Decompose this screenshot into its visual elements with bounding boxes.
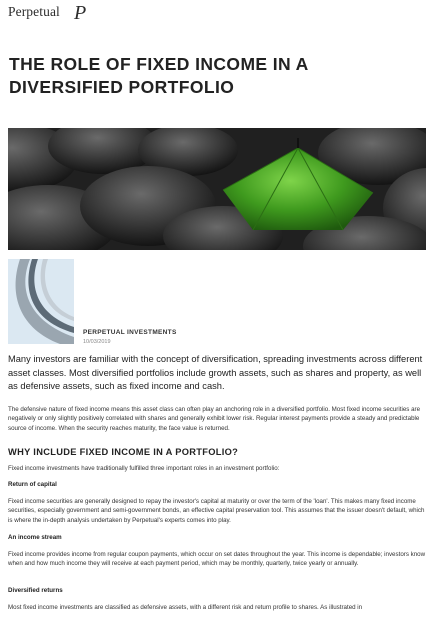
- logo-wordmark: Perpetual: [8, 4, 60, 19]
- role-heading-diversified: Diversified returns: [8, 587, 63, 594]
- role-text-capital: Fixed income securities are generally designed to repay the investor's capital at maturity or over the term of the 'loan'. This makes many fixed income securities, especially government and semi-government bonds, an effective capital preservation tool. This assumes that the issuer doesn't default, which is where the in-depth analysis undertaken by Perpetual's experts comes into play.: [8, 498, 425, 524]
- role-heading-income: An income stream: [8, 534, 62, 541]
- section-heading: WHY INCLUDE FIXED INCOME IN A PORTFOLIO?: [8, 447, 239, 457]
- perpetual-logo: [8, 3, 108, 25]
- article-byline: PERPETUAL INVESTMENTS: [83, 329, 177, 336]
- logo-monogram: P: [74, 2, 87, 24]
- title-line-1: THE ROLE OF FIXED INCOME IN A: [9, 54, 309, 74]
- role-heading-capital: Return of capital: [8, 481, 57, 488]
- role-text-income: Fixed income provides income from regular coupon payments, which occur on set dates throughout the year. This income is dependable; investors know when and how much income they will receive at each payment period, which may be monthly, quarterly, twice yearly or annually.: [8, 551, 426, 568]
- title-line-2: DIVERSIFIED PORTFOLIO: [9, 77, 235, 97]
- role-text-diversified: Most fixed income investments are classified as defensive assets, with a different risk and return profile to shares. As illustrated in: [8, 604, 363, 611]
- article-title: [9, 53, 419, 99]
- hero-umbrellas-image: [8, 128, 426, 250]
- section-intro-paragraph: Fixed income investments have traditionally fulfilled three important roles in an investment portfolio:: [8, 465, 280, 472]
- lead-paragraph: Many investors are familiar with the concept of diversification, spreading investments across different asset classes. Most diversified portfolios include growth assets, such as shares and property, as well as defensive assets, such as fixed income and cash.: [8, 354, 423, 391]
- article-date: 10/03/2019: [83, 339, 111, 345]
- author-thumbnail-image: [8, 259, 74, 344]
- intro-paragraph: The defensive nature of fixed income means this asset class can often play an anchoring role in a diversified portfolio. Most fixed income securities are negatively or only slightly positively correlated with shares and generally exhibit lower risk. Regular interest payments provide a steady and predictable source of income. When the security reaches maturity, the face value is returned.: [8, 406, 421, 432]
